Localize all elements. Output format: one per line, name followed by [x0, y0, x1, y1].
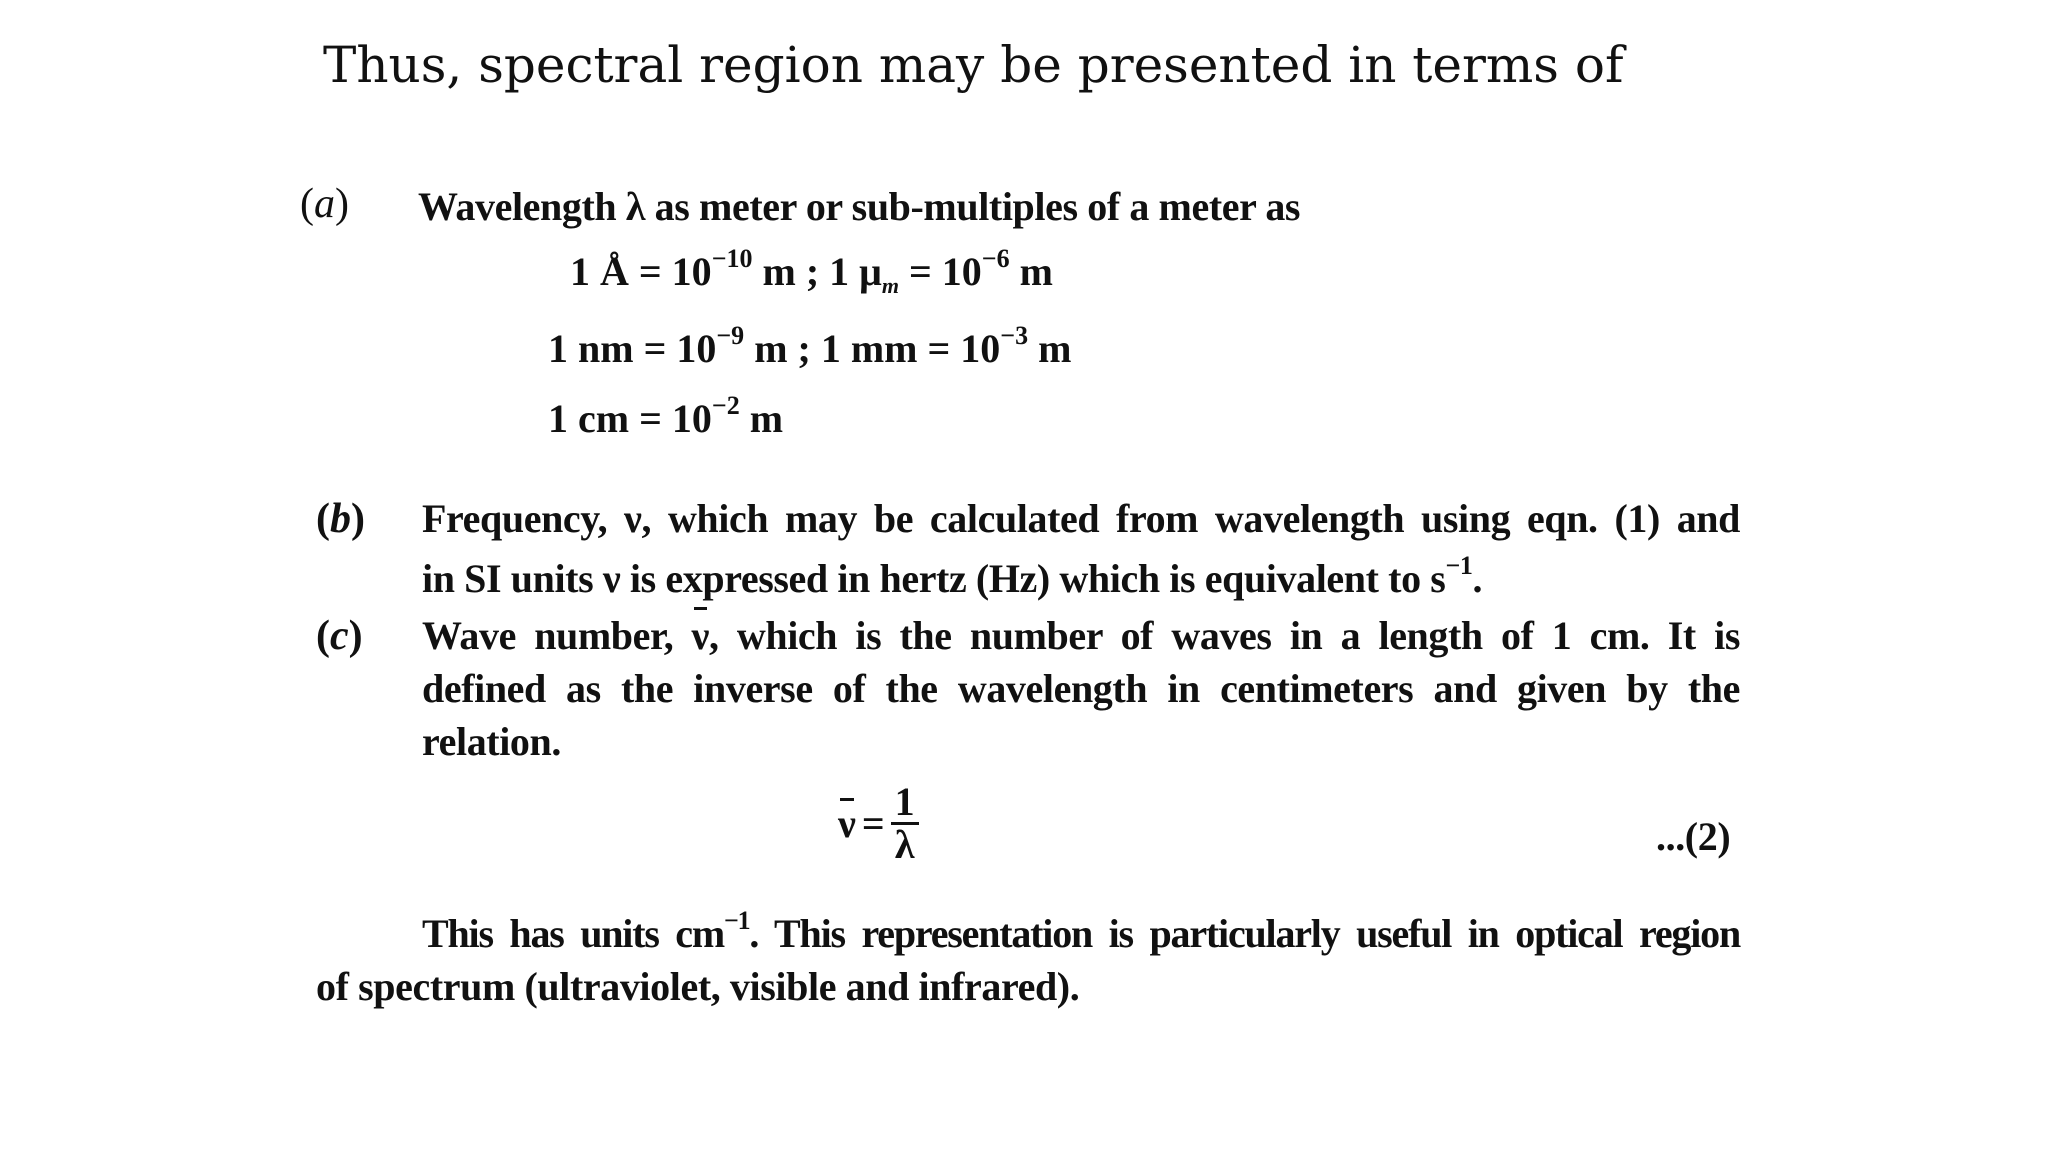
- item-b-letter: b: [330, 496, 351, 542]
- item-b-line2-end: .: [1472, 556, 1483, 601]
- item-b-line2-exp: −1: [1445, 551, 1473, 580]
- closing-line1-exp: −1: [723, 906, 750, 935]
- item-c-line3: relation.: [422, 719, 561, 764]
- eq2-fraction: [891, 779, 919, 867]
- item-a-label: (a): [300, 181, 349, 227]
- eq1-part2: m ; 1 μ: [752, 249, 882, 294]
- eq1-part3: = 10: [898, 249, 982, 294]
- eq2-lhs-wavenumber: ν: [838, 801, 856, 846]
- item-b-line2-text: in SI units ν is expressed in hertz (Hz) which is equivalent to s: [422, 556, 1446, 601]
- wavenumber-symbol: ν: [692, 609, 709, 662]
- closing-line1-post: . This representation is particularly useful in optical region: [749, 911, 1740, 956]
- equation-nm-mm: [548, 321, 1072, 372]
- item-a-text: Wavelength λ as meter or sub-multiples of a meter as: [418, 184, 1301, 229]
- eq2-equals: =: [861, 801, 885, 846]
- closing-line1-pre: This has units cm: [422, 911, 724, 956]
- item-c-line2: defined as the inverse of the wavelength in centimeters and given by the: [422, 666, 1740, 711]
- eq2-denominator: λ: [891, 822, 919, 865]
- equation-cm: [548, 391, 784, 442]
- eq3-part1: 1 cm = 10: [548, 396, 712, 441]
- item-b-label: (b): [316, 496, 365, 542]
- eq1-part1: 1 Å = 10: [570, 249, 712, 294]
- item-c-label: (c): [316, 613, 363, 659]
- equation-angstrom-micron: [570, 244, 1053, 298]
- item-c-line1-post: , which is the number of waves in a length of 1 cm. It is: [709, 613, 1740, 658]
- eq3-exp1: −2: [711, 391, 740, 420]
- eq1-exp1: −10: [711, 244, 753, 273]
- eq2-exp1: −9: [716, 321, 745, 350]
- eq3-part2: m: [739, 396, 784, 441]
- eq1-exp2: −6: [981, 244, 1010, 273]
- closing-line1: [422, 907, 1740, 960]
- eq2-part3: m: [1028, 326, 1072, 371]
- equation-2-tag: ...(2): [1656, 814, 1731, 859]
- intro-text: Thus, spectral region may be presented in terms of: [323, 36, 1624, 94]
- eq2-part1: 1 nm = 10: [548, 326, 717, 371]
- item-c-line1: [422, 609, 1740, 662]
- item-b-line2: [422, 552, 1482, 605]
- eq2-part2: m ; 1 mm = 10: [744, 326, 1001, 371]
- closing-line2: of spectrum (ultraviolet, visible and infrared).: [316, 964, 1080, 1009]
- eq1-sub: m: [881, 273, 899, 298]
- eq2-exp2: −3: [1000, 321, 1029, 350]
- item-b-line1: Frequency, ν, which may be calculated from wavelength using eqn. (1) and: [422, 496, 1740, 541]
- eq2-numerator: 1: [894, 779, 915, 824]
- eq1-part4: m: [1009, 249, 1053, 294]
- item-c-line1-pre: Wave number,: [422, 613, 692, 658]
- item-a-letter: a: [314, 181, 335, 227]
- equation-2: [838, 779, 919, 867]
- item-c-letter: c: [330, 613, 349, 659]
